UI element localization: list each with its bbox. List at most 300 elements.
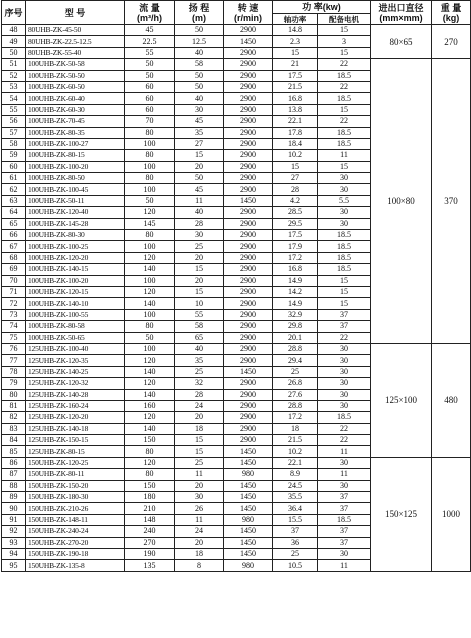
- table-row: [2, 59, 471, 70]
- row-no-cell: 94: [2, 548, 26, 559]
- flow-cell: 120: [125, 457, 175, 468]
- model-cell: 100UHB-ZK-50-58: [26, 59, 125, 70]
- speed-cell: 1450: [224, 366, 273, 377]
- motor-power-cell: 18.5: [318, 70, 371, 81]
- motor-power-cell: 30: [318, 355, 371, 366]
- row-no-cell: 65: [2, 218, 26, 229]
- model-cell: 100UHB-ZK-50-11: [26, 195, 125, 206]
- head-cell: 40: [175, 47, 224, 58]
- row-no-cell: 71: [2, 286, 26, 297]
- shaft-power-cell: 16.8: [273, 264, 318, 275]
- model-cell: 150UHB-ZK-180-30: [26, 492, 125, 503]
- motor-power-cell: 37: [318, 492, 371, 503]
- model-cell: 100UHB-ZK-80-50: [26, 173, 125, 184]
- weight-unit: (kg): [442, 12, 460, 23]
- speed-cell: 2900: [224, 241, 273, 252]
- head-cell: 11: [175, 514, 224, 525]
- flow-cell: 100: [125, 343, 175, 354]
- shaft-power-cell: 28.5: [273, 207, 318, 218]
- motor-power-cell: 18.5: [318, 93, 371, 104]
- model-cell: 100UHB-ZK-145-28: [26, 218, 125, 229]
- model-cell: 100UHB-ZK-100-25: [26, 241, 125, 252]
- shaft-power-cell: 16.8: [273, 93, 318, 104]
- shaft-power-cell: 32.9: [273, 309, 318, 320]
- flow-cell: 120: [125, 378, 175, 389]
- shaft-power-cell: 28.8: [273, 400, 318, 411]
- head-cell: 30: [175, 492, 224, 503]
- speed-cell: 2900: [224, 104, 273, 115]
- speed-cell: 2900: [224, 332, 273, 343]
- motor-power-cell: 18.5: [318, 412, 371, 423]
- flow-cell: 240: [125, 526, 175, 537]
- motor-power-cell: 15: [318, 275, 371, 286]
- flow-cell: 80: [125, 173, 175, 184]
- motor-power-cell: 11: [318, 560, 371, 571]
- flow-cell: 80: [125, 321, 175, 332]
- flow-cell: 50: [125, 332, 175, 343]
- flow-cell: 100: [125, 309, 175, 320]
- speed-cell: 1450: [224, 480, 273, 491]
- speed-cell: 2900: [224, 355, 273, 366]
- head-cell: 30: [175, 230, 224, 241]
- row-no-cell: 73: [2, 309, 26, 320]
- motor-power-cell: 30: [318, 173, 371, 184]
- speed-cell: 980: [224, 469, 273, 480]
- row-no-cell: 60: [2, 161, 26, 172]
- head-cell: 15: [175, 264, 224, 275]
- speed-cell: 980: [224, 514, 273, 525]
- row-no-cell: 76: [2, 343, 26, 354]
- head-cell: 40: [175, 93, 224, 104]
- row-no-cell: 61: [2, 173, 26, 184]
- speed-cell: 2900: [224, 47, 273, 58]
- motor-power-cell: 11: [318, 446, 371, 457]
- weight-cell: 270: [432, 25, 471, 59]
- row-no-cell: 95: [2, 560, 26, 571]
- flow-cell: 55: [125, 47, 175, 58]
- model-cell: 100UHB-ZK-120-20: [26, 252, 125, 263]
- head-label: 扬 程: [188, 2, 210, 13]
- flow-cell: 22.5: [125, 36, 175, 47]
- model-cell: 150UHB-ZK-80-11: [26, 469, 125, 480]
- head-cell: 65: [175, 332, 224, 343]
- model-cell: 125UHB-ZK-100-40: [26, 343, 125, 354]
- speed-label: 转 速: [237, 2, 259, 13]
- model-cell: 150UHB-ZK-240-24: [26, 526, 125, 537]
- row-no-cell: 81: [2, 400, 26, 411]
- speed-cell: 2900: [224, 81, 273, 92]
- diameter-cell: 125×100: [371, 343, 432, 457]
- motor-power-cell: 15: [318, 47, 371, 58]
- motor-power-cell: 22: [318, 81, 371, 92]
- model-cell: 80UHB-ZK-55-40: [26, 47, 125, 58]
- table-body: [2, 25, 471, 572]
- model-cell: 100UHB-ZK-80-58: [26, 321, 125, 332]
- motor-power-cell: 30: [318, 457, 371, 468]
- speed-cell: 2900: [224, 70, 273, 81]
- motor-power-cell: 18.5: [318, 138, 371, 149]
- shaft-power-cell: 14.8: [273, 25, 318, 36]
- row-no-cell: 74: [2, 321, 26, 332]
- model-cell: 150UHB-ZK-150-20: [26, 480, 125, 491]
- flow-cell: 140: [125, 298, 175, 309]
- shaft-power-cell: 24.5: [273, 480, 318, 491]
- speed-cell: 2900: [224, 207, 273, 218]
- flow-cell: 80: [125, 469, 175, 480]
- row-no-cell: 50: [2, 47, 26, 58]
- motor-power-cell: 37: [318, 321, 371, 332]
- shaft-power-cell: 2.3: [273, 36, 318, 47]
- shaft-power-cell: 15: [273, 161, 318, 172]
- shaft-power-cell: 18: [273, 423, 318, 434]
- model-cell: 125UHB-ZK-120-20: [26, 412, 125, 423]
- flow-cell: 140: [125, 264, 175, 275]
- row-no-cell: 83: [2, 423, 26, 434]
- motor-power-cell: 18.5: [318, 230, 371, 241]
- head-cell: 35: [175, 355, 224, 366]
- head-cell: 40: [175, 343, 224, 354]
- head-cell: 20: [175, 537, 224, 548]
- col-header-diameter: [371, 1, 432, 25]
- row-no-cell: 56: [2, 116, 26, 127]
- speed-cell: 2900: [224, 150, 273, 161]
- flow-cell: 80: [125, 230, 175, 241]
- speed-cell: 2900: [224, 400, 273, 411]
- speed-cell: 2900: [224, 127, 273, 138]
- flow-cell: 120: [125, 286, 175, 297]
- head-cell: 50: [175, 81, 224, 92]
- head-cell: 50: [175, 70, 224, 81]
- flow-cell: 180: [125, 492, 175, 503]
- row-no-cell: 89: [2, 492, 26, 503]
- flow-cell: 120: [125, 412, 175, 423]
- diameter-cell: 150×125: [371, 457, 432, 571]
- motor-power-cell: 22: [318, 435, 371, 446]
- flow-cell: 100: [125, 275, 175, 286]
- motor-power-cell: 15: [318, 161, 371, 172]
- table-row: [2, 343, 471, 354]
- flow-cell: 50: [125, 70, 175, 81]
- flow-label: 流 量: [139, 2, 160, 13]
- weight-cell: 1000: [432, 457, 471, 571]
- head-unit: (m): [192, 12, 206, 23]
- row-no-cell: 48: [2, 25, 26, 36]
- shaft-power-cell: 35.5: [273, 492, 318, 503]
- model-cell: 80UHB-ZK-22.5-12.5: [26, 36, 125, 47]
- flow-cell: 60: [125, 93, 175, 104]
- head-cell: 26: [175, 503, 224, 514]
- speed-cell: 1450: [224, 526, 273, 537]
- shaft-power-cell: 17.5: [273, 70, 318, 81]
- head-cell: 15: [175, 435, 224, 446]
- speed-cell: 2900: [224, 435, 273, 446]
- shaft-power-cell: 37: [273, 526, 318, 537]
- head-cell: 28: [175, 218, 224, 229]
- shaft-power-cell: 21.5: [273, 81, 318, 92]
- model-cell: 100UHB-ZK-50-65: [26, 332, 125, 343]
- row-no-cell: 68: [2, 252, 26, 263]
- row-no-cell: 64: [2, 207, 26, 218]
- row-no-cell: 75: [2, 332, 26, 343]
- shaft-power-cell: 22.1: [273, 116, 318, 127]
- row-no-cell: 86: [2, 457, 26, 468]
- shaft-power-cell: 36: [273, 537, 318, 548]
- model-cell: 100UHB-ZK-80-35: [26, 127, 125, 138]
- flow-cell: 150: [125, 480, 175, 491]
- motor-power-cell: 5.5: [318, 195, 371, 206]
- shaft-power-cell: 25: [273, 548, 318, 559]
- head-cell: 15: [175, 446, 224, 457]
- model-cell: 100UHB-ZK-60-30: [26, 104, 125, 115]
- flow-unit: (m³/h): [137, 12, 162, 23]
- head-cell: 50: [175, 173, 224, 184]
- head-cell: 11: [175, 469, 224, 480]
- head-cell: 25: [175, 457, 224, 468]
- col-header-power: 功 率(kw): [273, 1, 371, 14]
- model-cell: 125UHB-ZK-80-15: [26, 446, 125, 457]
- speed-cell: 2900: [224, 230, 273, 241]
- row-no-cell: 91: [2, 514, 26, 525]
- shaft-power-cell: 18.4: [273, 138, 318, 149]
- model-cell: 100UHB-ZK-120-40: [26, 207, 125, 218]
- shaft-power-cell: 28: [273, 184, 318, 195]
- flow-cell: 60: [125, 104, 175, 115]
- motor-power-cell: 3: [318, 36, 371, 47]
- row-no-cell: 62: [2, 184, 26, 195]
- shaft-power-cell: 10.2: [273, 150, 318, 161]
- shaft-power-cell: 21: [273, 59, 318, 70]
- speed-cell: 2900: [224, 264, 273, 275]
- flow-cell: 60: [125, 81, 175, 92]
- row-no-cell: 69: [2, 264, 26, 275]
- shaft-power-cell: 26.8: [273, 378, 318, 389]
- shaft-power-cell: 20.1: [273, 332, 318, 343]
- model-cell: 100UHB-ZK-80-15: [26, 150, 125, 161]
- head-cell: 25: [175, 366, 224, 377]
- shaft-power-cell: 17.2: [273, 252, 318, 263]
- row-no-cell: 51: [2, 59, 26, 70]
- pump-spec-table: [1, 0, 471, 572]
- shaft-power-cell: 29.8: [273, 321, 318, 332]
- flow-cell: 100: [125, 138, 175, 149]
- row-no-cell: 53: [2, 81, 26, 92]
- model-cell: 100UHB-ZK-100-55: [26, 309, 125, 320]
- flow-cell: 50: [125, 59, 175, 70]
- shaft-power-cell: 22.1: [273, 457, 318, 468]
- head-cell: 45: [175, 184, 224, 195]
- head-cell: 25: [175, 241, 224, 252]
- shaft-power-cell: 25: [273, 366, 318, 377]
- model-cell: 100UHB-ZK-80-30: [26, 230, 125, 241]
- motor-power-cell: 30: [318, 378, 371, 389]
- shaft-power-cell: 17.8: [273, 127, 318, 138]
- row-no-cell: 93: [2, 537, 26, 548]
- head-cell: 40: [175, 207, 224, 218]
- flow-cell: 45: [125, 25, 175, 36]
- flow-cell: 140: [125, 389, 175, 400]
- row-no-cell: 79: [2, 378, 26, 389]
- model-cell: 125UHB-ZK-120-35: [26, 355, 125, 366]
- diameter-cell: 100×80: [371, 59, 432, 344]
- motor-power-cell: 30: [318, 366, 371, 377]
- speed-cell: 2900: [224, 138, 273, 149]
- shaft-power-cell: 14.9: [273, 298, 318, 309]
- col-header-flow: [125, 1, 175, 25]
- motor-power-cell: 37: [318, 537, 371, 548]
- head-cell: 45: [175, 116, 224, 127]
- row-no-cell: 72: [2, 298, 26, 309]
- speed-cell: 2900: [224, 173, 273, 184]
- shaft-power-cell: 14.9: [273, 275, 318, 286]
- model-cell: 100UHB-ZK-140-15: [26, 264, 125, 275]
- speed-cell: 1450: [224, 548, 273, 559]
- model-cell: 125UHB-ZK-160-24: [26, 400, 125, 411]
- shaft-power-cell: 8.9: [273, 469, 318, 480]
- flow-cell: 100: [125, 184, 175, 195]
- model-cell: 100UHB-ZK-60-40: [26, 93, 125, 104]
- diameter-label: 进出口直径: [378, 2, 424, 13]
- motor-power-cell: 30: [318, 218, 371, 229]
- speed-cell: 2900: [224, 275, 273, 286]
- model-cell: 125UHB-ZK-140-18: [26, 423, 125, 434]
- shaft-power-cell: 27.6: [273, 389, 318, 400]
- speed-cell: 2900: [224, 309, 273, 320]
- speed-cell: 1450: [224, 36, 273, 47]
- motor-power-cell: 15: [318, 286, 371, 297]
- motor-power-cell: 22: [318, 116, 371, 127]
- row-no-cell: 77: [2, 355, 26, 366]
- head-cell: 18: [175, 548, 224, 559]
- model-cell: 150UHB-ZK-190-18: [26, 548, 125, 559]
- row-no-cell: 66: [2, 230, 26, 241]
- motor-power-cell: 30: [318, 343, 371, 354]
- speed-unit: (r/min): [234, 12, 262, 23]
- row-no-cell: 88: [2, 480, 26, 491]
- motor-power-cell: 30: [318, 480, 371, 491]
- head-cell: 18: [175, 423, 224, 434]
- motor-power-cell: 18.5: [318, 127, 371, 138]
- motor-power-cell: 22: [318, 423, 371, 434]
- shaft-power-cell: 27: [273, 173, 318, 184]
- head-cell: 11: [175, 195, 224, 206]
- motor-power-cell: 30: [318, 548, 371, 559]
- model-cell: 80UHB-ZK-45-50: [26, 25, 125, 36]
- shaft-power-cell: 28.8: [273, 343, 318, 354]
- speed-cell: 2900: [224, 423, 273, 434]
- flow-cell: 270: [125, 537, 175, 548]
- motor-power-cell: 15: [318, 104, 371, 115]
- row-no-cell: 57: [2, 127, 26, 138]
- shaft-power-cell: 13.8: [273, 104, 318, 115]
- row-no-cell: 82: [2, 412, 26, 423]
- flow-cell: 80: [125, 127, 175, 138]
- speed-cell: 2900: [224, 218, 273, 229]
- head-cell: 35: [175, 127, 224, 138]
- shaft-power-cell: 21.5: [273, 435, 318, 446]
- speed-cell: 2900: [224, 298, 273, 309]
- col-header-speed: [224, 1, 273, 25]
- speed-cell: 1450: [224, 537, 273, 548]
- head-cell: 58: [175, 59, 224, 70]
- speed-cell: 2900: [224, 378, 273, 389]
- speed-cell: 2900: [224, 412, 273, 423]
- model-cell: 100UHB-ZK-100-20: [26, 275, 125, 286]
- head-cell: 28: [175, 389, 224, 400]
- head-cell: 55: [175, 309, 224, 320]
- model-cell: 125UHB-ZK-150-15: [26, 435, 125, 446]
- motor-power-cell: 18.5: [318, 514, 371, 525]
- model-cell: 100UHB-ZK-60-50: [26, 81, 125, 92]
- head-cell: 10: [175, 298, 224, 309]
- model-cell: 150UHB-ZK-135-8: [26, 560, 125, 571]
- model-cell: 100UHB-ZK-70-45: [26, 116, 125, 127]
- head-cell: 8: [175, 560, 224, 571]
- speed-cell: 1450: [224, 492, 273, 503]
- motor-power-cell: 37: [318, 309, 371, 320]
- speed-cell: 2900: [224, 389, 273, 400]
- row-no-cell: 67: [2, 241, 26, 252]
- flow-cell: 120: [125, 355, 175, 366]
- flow-cell: 70: [125, 116, 175, 127]
- head-cell: 15: [175, 150, 224, 161]
- motor-power-cell: 30: [318, 184, 371, 195]
- weight-label: 重 量: [440, 2, 462, 13]
- col-header-no: 序号: [2, 1, 26, 25]
- shaft-power-cell: 10.5: [273, 560, 318, 571]
- row-no-cell: 54: [2, 93, 26, 104]
- row-no-cell: 49: [2, 36, 26, 47]
- head-cell: 50: [175, 25, 224, 36]
- speed-cell: 980: [224, 560, 273, 571]
- shaft-power-cell: 15: [273, 47, 318, 58]
- speed-cell: 2900: [224, 286, 273, 297]
- col-header-model: 型 号: [26, 1, 125, 25]
- shaft-power-cell: 17.2: [273, 412, 318, 423]
- motor-power-cell: 18.5: [318, 252, 371, 263]
- speed-cell: 1450: [224, 446, 273, 457]
- flow-cell: 100: [125, 161, 175, 172]
- speed-cell: 2900: [224, 59, 273, 70]
- head-cell: 20: [175, 275, 224, 286]
- head-cell: 32: [175, 378, 224, 389]
- shaft-power-cell: 29.4: [273, 355, 318, 366]
- speed-cell: 2900: [224, 116, 273, 127]
- model-cell: 125UHB-ZK-140-25: [26, 366, 125, 377]
- model-cell: 100UHB-ZK-100-45: [26, 184, 125, 195]
- motor-power-cell: 18.5: [318, 241, 371, 252]
- model-cell: 150UHB-ZK-270-20: [26, 537, 125, 548]
- flow-cell: 100: [125, 241, 175, 252]
- col-header-weight: [432, 1, 471, 25]
- weight-cell: 370: [432, 59, 471, 344]
- motor-power-cell: 30: [318, 389, 371, 400]
- speed-cell: 2900: [224, 25, 273, 36]
- flow-cell: 210: [125, 503, 175, 514]
- head-cell: 30: [175, 104, 224, 115]
- motor-power-cell: 30: [318, 207, 371, 218]
- head-cell: 20: [175, 480, 224, 491]
- head-cell: 24: [175, 400, 224, 411]
- shaft-power-cell: 4.2: [273, 195, 318, 206]
- flow-cell: 80: [125, 446, 175, 457]
- shaft-power-cell: 36.4: [273, 503, 318, 514]
- head-cell: 15: [175, 286, 224, 297]
- row-no-cell: 87: [2, 469, 26, 480]
- model-cell: 100UHB-ZK-100-27: [26, 138, 125, 149]
- head-cell: 20: [175, 252, 224, 263]
- model-cell: 100UHB-ZK-50-50: [26, 70, 125, 81]
- flow-cell: 190: [125, 548, 175, 559]
